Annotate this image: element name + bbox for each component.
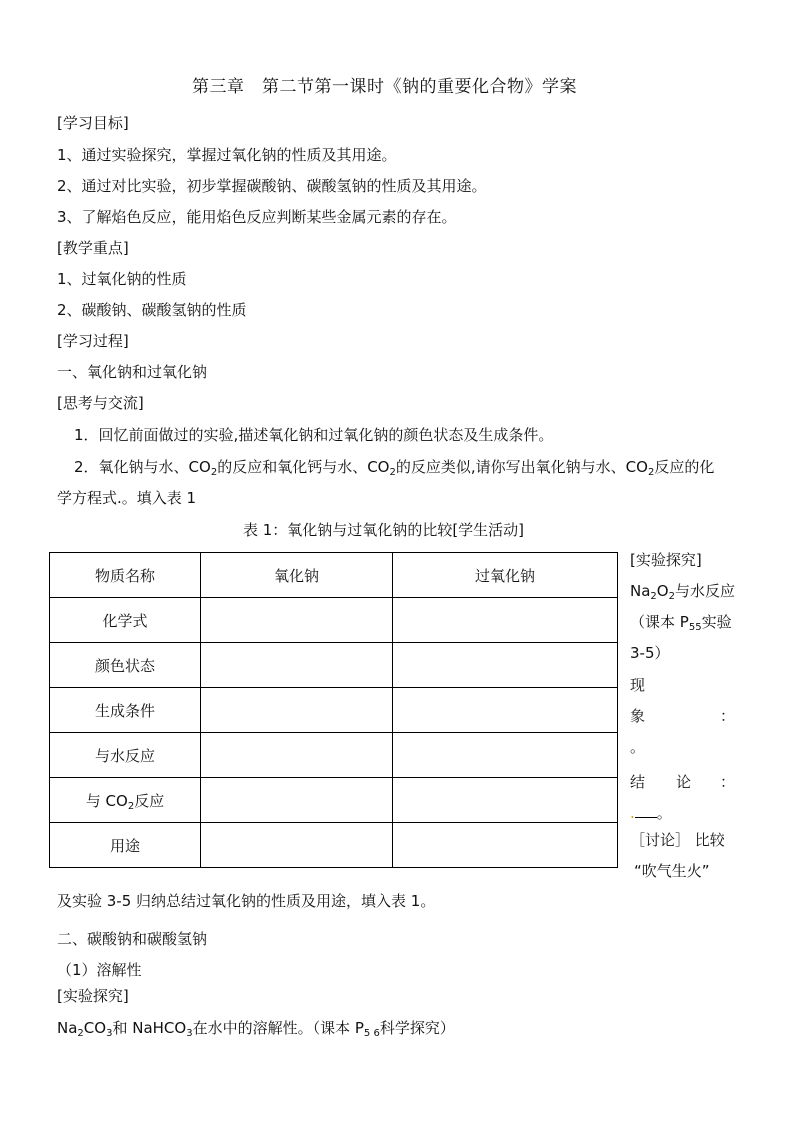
section-heading: 一、氧化钠和过氧化钠 (57, 363, 208, 381)
goal-item: 1、通过实验探究，掌握过氧化钠的性质及其用途。 (57, 146, 397, 164)
blank-cell[interactable] (393, 598, 618, 643)
goals-header: [学习目标] (57, 114, 129, 132)
table-row (50, 733, 618, 778)
side-na2o2: $Na_2O_2$与水反应 (630, 582, 735, 602)
table-caption: 表 1：氧化钠与过氧化钠的比较[学生活动] (243, 521, 525, 539)
row-label: 颜色状态 (50, 643, 201, 688)
table-header-cell: 过氧化钠 (393, 553, 618, 598)
row-label: 化学式 (50, 598, 201, 643)
row-label: 用途 (50, 823, 201, 868)
side-quote: “吹气生火” (634, 862, 710, 880)
side-jie: 结 (630, 773, 646, 791)
page-title: 第三章 第二节第一课时《钠的重要化合物》学案 (192, 77, 577, 97)
side-header: [实验探究] (630, 551, 702, 569)
side-ref: （课本 $P_{55}$实验 (630, 613, 732, 633)
blank-cell[interactable] (201, 733, 393, 778)
row-label: 与 $CO_2$反应 (50, 778, 201, 823)
blank-cell[interactable] (201, 598, 393, 643)
table-header-cell: 物质名称 (50, 553, 201, 598)
comparison-table (49, 552, 618, 868)
focus-item: 2、碳酸钠、碳酸氢钠的性质 (57, 301, 247, 319)
table-row (50, 598, 618, 643)
blank-cell[interactable] (393, 643, 618, 688)
question-2-line2: 学方程式.。填入表 1 (57, 489, 197, 507)
table-header-cell: 氧化钠 (201, 553, 393, 598)
blank-cell[interactable] (393, 823, 618, 868)
blank-cell[interactable] (393, 733, 618, 778)
experiment-header: [实验探究] (57, 987, 129, 1005)
table-row (50, 688, 618, 733)
experiment-line: $Na_2CO_3$和 NaHCO$_3$在水中的溶解性。（课本 $P_{5 6}$科学探究） (57, 1019, 455, 1039)
blank-cell[interactable] (393, 688, 618, 733)
after-table-text: 及实验 3-5 归纳总结过氧化钠的性质及用途，填入表 1。 (57, 892, 436, 910)
question-2: 2．氧化钠与水、$CO_2$的反应和氧化钙与水、$CO_2$的反应类似,请你写出氧化钠与水、$CO_2$反应的化 (74, 458, 715, 478)
blank-cell[interactable] (393, 778, 618, 823)
focus-item: 1、过氧化钠的性质 (57, 270, 187, 288)
subsection-title: （1）溶解性 (57, 961, 142, 979)
question-1: 1．回忆前面做过的实验,描述氧化钠和过氧化钠的颜色状态及生成条件。 (74, 426, 554, 444)
table-row (50, 823, 618, 868)
side-ref-line2: 3-5） (630, 644, 670, 662)
row-label: 生成条件 (50, 688, 201, 733)
table-row (50, 778, 618, 823)
focus-header: [教学重点] (57, 239, 129, 257)
blank-cell[interactable] (201, 823, 393, 868)
row-label: 与水反应 (50, 733, 201, 778)
process-header: [学习过程] (57, 332, 129, 350)
table-row (50, 643, 618, 688)
think-header: [思考与交流] (57, 394, 144, 412)
section-heading: 二、碳酸钠和碳酸氢钠 (57, 930, 208, 948)
side-answer-blank[interactable]: . 。 (630, 804, 672, 822)
side-lun: 论 (676, 773, 692, 791)
blank-cell[interactable] (201, 688, 393, 733)
side-xiang: 象 (630, 707, 646, 725)
goal-item: 3、了解焰色反应，能用焰色反应判断某些金属元素的存在。 (57, 208, 457, 226)
side-colon: ： (720, 707, 736, 725)
blank-cell[interactable] (201, 778, 393, 823)
table-header-row (50, 553, 618, 598)
side-period: 。 (630, 738, 646, 756)
side-colon: ： (720, 773, 736, 791)
side-discuss: ［讨论］ 比较 (630, 831, 725, 849)
blank-cell[interactable] (201, 643, 393, 688)
side-xian: 现 (630, 676, 646, 694)
goal-item: 2、通过对比实验，初步掌握碳酸钠、碳酸氢钠的性质及其用途。 (57, 177, 487, 195)
